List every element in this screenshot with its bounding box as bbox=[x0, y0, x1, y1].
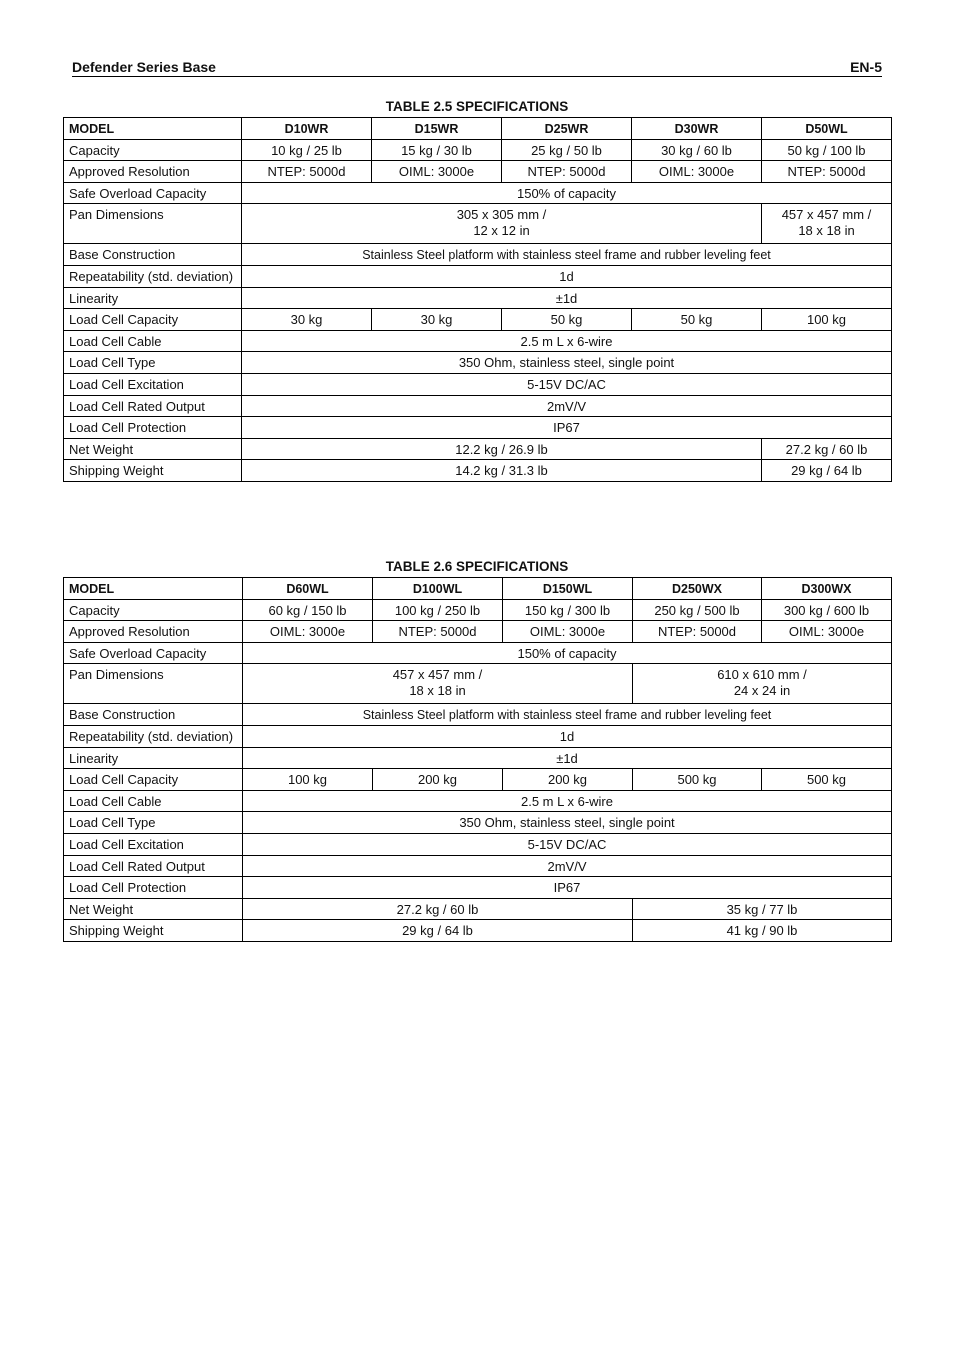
model-name: D150WL bbox=[503, 578, 633, 600]
table-cell: OIML: 3000e bbox=[503, 621, 633, 643]
table-cell: 200 kg bbox=[503, 769, 633, 791]
table-row bbox=[64, 330, 892, 352]
table-cell: OIML: 3000e bbox=[243, 621, 373, 643]
table-cell: NTEP: 5000d bbox=[242, 161, 372, 183]
table-row bbox=[64, 244, 892, 266]
row-label: Base Construction bbox=[64, 244, 242, 266]
pan-dimension-imperial: 12 x 12 in bbox=[473, 223, 530, 239]
table-cell: 2.5 m L x 6-wire bbox=[242, 330, 892, 352]
table-cell: 350 Ohm, stainless steel, single point bbox=[243, 812, 892, 834]
table-cell: 50 kg bbox=[502, 309, 632, 331]
row-label: Net Weight bbox=[64, 438, 242, 460]
table-cell: OIML: 3000e bbox=[762, 621, 892, 643]
pan-dimension-imperial: 18 x 18 in bbox=[798, 223, 855, 239]
row-label: Load Cell Protection bbox=[64, 417, 242, 439]
table-cell: 25 kg / 50 lb bbox=[502, 139, 632, 161]
row-label: Load Cell Type bbox=[64, 812, 243, 834]
page-header bbox=[72, 58, 882, 77]
table-cell: 1d bbox=[243, 725, 892, 747]
model-name: D300WX bbox=[762, 578, 892, 600]
table-row bbox=[64, 704, 892, 726]
table-row bbox=[64, 578, 892, 600]
table-cell: 30 kg / 60 lb bbox=[632, 139, 762, 161]
row-label: Shipping Weight bbox=[64, 460, 242, 482]
table-row bbox=[64, 833, 892, 855]
model-name: D15WR bbox=[372, 118, 502, 140]
row-label: Net Weight bbox=[64, 898, 243, 920]
table-cell: OIML: 3000e bbox=[372, 161, 502, 183]
table-cell: 350 Ohm, stainless steel, single point bbox=[242, 352, 892, 374]
table-cell: 2.5 m L x 6-wire bbox=[243, 790, 892, 812]
specifications-table-2-5 bbox=[63, 117, 892, 482]
table-cell: 60 kg / 150 lb bbox=[243, 599, 373, 621]
table-row bbox=[64, 118, 892, 140]
table-cell: 30 kg bbox=[372, 309, 502, 331]
table-cell: 29 kg / 64 lb bbox=[762, 460, 892, 482]
pan-dimension-metric: 610 x 610 mm / bbox=[717, 667, 807, 683]
pan-dimension-metric: 305 x 305 mm / bbox=[456, 207, 547, 223]
table-row bbox=[64, 769, 892, 791]
model-name: D60WL bbox=[243, 578, 373, 600]
row-label: Pan Dimensions bbox=[64, 204, 242, 244]
table-cell: ±1d bbox=[242, 287, 892, 309]
table-cell: 150 kg / 300 lb bbox=[503, 599, 633, 621]
table-cell: 50 kg / 100 lb bbox=[762, 139, 892, 161]
table-row bbox=[64, 642, 892, 664]
table-cell: IP67 bbox=[242, 417, 892, 439]
row-label: Repeatability (std. deviation) bbox=[64, 725, 243, 747]
table-row bbox=[64, 790, 892, 812]
table-row bbox=[64, 395, 892, 417]
table-cell bbox=[762, 204, 892, 244]
table-cell: 100 kg bbox=[243, 769, 373, 791]
row-label: Capacity bbox=[64, 599, 243, 621]
table-row bbox=[64, 417, 892, 439]
row-label: Load Cell Rated Output bbox=[64, 395, 242, 417]
table-cell: 12.2 kg / 26.9 lb bbox=[242, 438, 762, 460]
table-2-6-title: TABLE 2.6 SPECIFICATIONS bbox=[385, 559, 569, 574]
row-label: Shipping Weight bbox=[64, 920, 243, 942]
table-row bbox=[64, 139, 892, 161]
table-cell: 27.2 kg / 60 lb bbox=[243, 898, 633, 920]
table-row bbox=[64, 877, 892, 899]
table-cell: 150% of capacity bbox=[243, 642, 892, 664]
row-label: Load Cell Capacity bbox=[64, 769, 243, 791]
table-cell: 500 kg bbox=[633, 769, 762, 791]
table-cell: 100 kg / 250 lb bbox=[373, 599, 503, 621]
table-row bbox=[64, 621, 892, 643]
model-name: D25WR bbox=[502, 118, 632, 140]
table-cell: 100 kg bbox=[762, 309, 892, 331]
row-label: Capacity bbox=[64, 139, 242, 161]
row-label: Repeatability (std. deviation) bbox=[64, 265, 242, 287]
table-cell: 5-15V DC/AC bbox=[243, 833, 892, 855]
model-header: MODEL bbox=[64, 118, 242, 140]
table-2-5-title: TABLE 2.5 SPECIFICATIONS bbox=[385, 99, 569, 114]
row-label: Load Cell Protection bbox=[64, 877, 243, 899]
table-cell: IP67 bbox=[243, 877, 892, 899]
row-label: Approved Resolution bbox=[64, 161, 242, 183]
table-row bbox=[64, 373, 892, 395]
row-label: Load Cell Cable bbox=[64, 330, 242, 352]
table-cell: Stainless Steel platform with stainless steel frame and rubber leveling feet bbox=[243, 704, 892, 726]
table-cell: 35 kg / 77 lb bbox=[633, 898, 892, 920]
table-row bbox=[64, 265, 892, 287]
table-cell: 1d bbox=[242, 265, 892, 287]
table-cell: 300 kg / 600 lb bbox=[762, 599, 892, 621]
model-name: D250WX bbox=[633, 578, 762, 600]
pan-dimension-metric: 457 x 457 mm / bbox=[392, 667, 483, 683]
table-row bbox=[64, 309, 892, 331]
table-row bbox=[64, 747, 892, 769]
pan-dimension-imperial: 24 x 24 in bbox=[733, 683, 791, 699]
table-row bbox=[64, 438, 892, 460]
table-cell: NTEP: 5000d bbox=[762, 161, 892, 183]
table-cell: 29 kg / 64 lb bbox=[243, 920, 633, 942]
row-label: Load Cell Cable bbox=[64, 790, 243, 812]
model-name: D50WL bbox=[762, 118, 892, 140]
row-label: Load Cell Rated Output bbox=[64, 855, 243, 877]
row-label: Load Cell Capacity bbox=[64, 309, 242, 331]
row-label: Load Cell Excitation bbox=[64, 833, 243, 855]
pan-dimension-metric: 457 x 457 mm / bbox=[781, 207, 872, 223]
table-cell: NTEP: 5000d bbox=[633, 621, 762, 643]
table-row bbox=[64, 812, 892, 834]
table-cell bbox=[243, 664, 633, 704]
table-cell: Stainless Steel platform with stainless steel frame and rubber leveling feet bbox=[242, 244, 892, 266]
pan-dimension-imperial: 18 x 18 in bbox=[409, 683, 466, 699]
table-cell: 27.2 kg / 60 lb bbox=[762, 438, 892, 460]
model-name: D100WL bbox=[373, 578, 503, 600]
row-label: Base Construction bbox=[64, 704, 243, 726]
row-label: Approved Resolution bbox=[64, 621, 243, 643]
row-label: Linearity bbox=[64, 287, 242, 309]
table-cell: 10 kg / 25 lb bbox=[242, 139, 372, 161]
table-cell: 5-15V DC/AC bbox=[242, 373, 892, 395]
table-cell: 41 kg / 90 lb bbox=[633, 920, 892, 942]
table-cell: 14.2 kg / 31.3 lb bbox=[242, 460, 762, 482]
table-row bbox=[64, 352, 892, 374]
row-label: Safe Overload Capacity bbox=[64, 182, 242, 204]
row-label: Load Cell Excitation bbox=[64, 373, 242, 395]
model-header: MODEL bbox=[64, 578, 243, 600]
table-cell: 500 kg bbox=[762, 769, 892, 791]
table-cell: NTEP: 5000d bbox=[502, 161, 632, 183]
page-number: EN-5 bbox=[850, 59, 882, 75]
table-cell: 2mV/V bbox=[243, 855, 892, 877]
row-label: Linearity bbox=[64, 747, 243, 769]
specifications-table-2-6 bbox=[63, 577, 892, 942]
table-row bbox=[64, 855, 892, 877]
row-label: Safe Overload Capacity bbox=[64, 642, 243, 664]
table-row bbox=[64, 182, 892, 204]
table-cell: 250 kg / 500 lb bbox=[633, 599, 762, 621]
table-cell: 50 kg bbox=[632, 309, 762, 331]
table-cell: 200 kg bbox=[373, 769, 503, 791]
table-cell bbox=[633, 664, 892, 704]
table-cell: 150% of capacity bbox=[242, 182, 892, 204]
table-cell: OIML: 3000e bbox=[632, 161, 762, 183]
table-cell: 30 kg bbox=[242, 309, 372, 331]
table-row bbox=[64, 287, 892, 309]
table-cell bbox=[242, 204, 762, 244]
model-name: D30WR bbox=[632, 118, 762, 140]
table-row bbox=[64, 920, 892, 942]
table-cell: NTEP: 5000d bbox=[373, 621, 503, 643]
table-row bbox=[64, 161, 892, 183]
table-row bbox=[64, 725, 892, 747]
table-row bbox=[64, 204, 892, 244]
table-cell: ±1d bbox=[243, 747, 892, 769]
model-name: D10WR bbox=[242, 118, 372, 140]
table-cell: 15 kg / 30 lb bbox=[372, 139, 502, 161]
table-cell: 2mV/V bbox=[242, 395, 892, 417]
table-row bbox=[64, 664, 892, 704]
document-title: Defender Series Base bbox=[72, 59, 216, 75]
row-label: Load Cell Type bbox=[64, 352, 242, 374]
row-label: Pan Dimensions bbox=[64, 664, 243, 704]
table-row bbox=[64, 599, 892, 621]
table-row bbox=[64, 898, 892, 920]
table-row bbox=[64, 460, 892, 482]
